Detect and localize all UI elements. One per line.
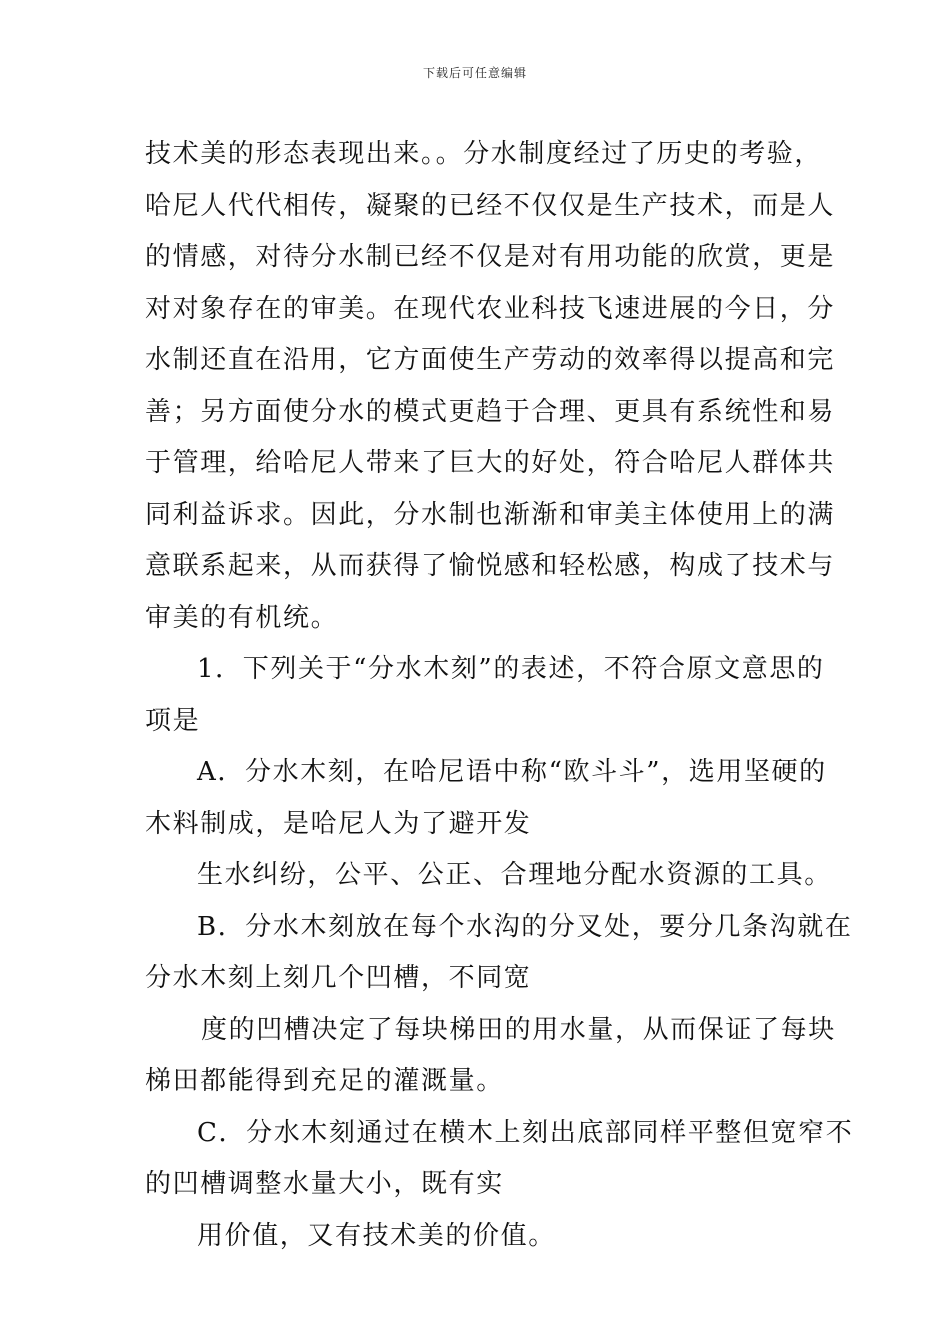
paragraph-line: 技术美的形态表现出来。。分水制度经过了历史的考验， — [145, 139, 823, 169]
option-b-continued: 分水木刻上刻几个凹槽，不同宽 — [145, 963, 532, 993]
option-b-continued: 梯田都能得到充足的灌溉量。 — [145, 1066, 504, 1096]
paragraph-line: 的情感，对待分水制已经不仅是对有用功能的欣赏，更是 — [145, 242, 836, 272]
option-c-continued: 的凹槽调整水量大小，既有实 — [145, 1169, 504, 1199]
question-stem: 1．下列关于“分水木刻”的表述，不符合原文意思的 — [197, 654, 825, 684]
paragraph-line: 同利益诉求。因此，分水制也渐渐和审美主体使用上的满 — [145, 499, 836, 530]
paragraph-line: 善；另方面使分水的模式更趋于合理、更具有系统性和易 — [145, 396, 836, 427]
paragraph-line: 意联系起来，从而获得了愉悦感和轻松感，构成了技术与 — [145, 551, 836, 581]
paragraph-line: 对对象存在的审美。在现代农业科技飞速进展的今日，分 — [145, 293, 836, 324]
question-stem-continued: 项是 — [145, 705, 201, 736]
page-header: 下载后可任意编辑 — [422, 66, 527, 80]
option-b: B．分水木刻放在每个水沟的分叉处，要分几条沟就在 — [197, 911, 853, 942]
option-c: C．分水木刻通过在横木上刻出底部同样平整但宽窄不 — [197, 1117, 854, 1148]
option-a-continued: 木料制成，是哈尼人为了避开发 — [145, 808, 532, 839]
document-body — [145, 129, 854, 1262]
option-a-continued: 生水纠纷，公平、公正、合理地分配水资源的工具。 — [197, 860, 832, 890]
option-a: A．分水木刻，在哈尼语中称“欧斗斗”，选用坚硬的 — [197, 757, 827, 787]
paragraph-line: 审美的有机统。 — [145, 602, 339, 633]
paragraph-line: 哈尼人代代相传，凝聚的已经不仅仅是生产技术，而是人 — [145, 190, 836, 221]
option-c-continued: 用价值，又有技术美的价值。 — [197, 1220, 556, 1251]
paragraph-line: 于管理，给哈尼人带来了巨大的好处，符合哈尼人群体共 — [145, 448, 836, 478]
option-b-continued: 度的凹槽决定了每块梯田的用水量，从而保证了每块 — [201, 1014, 836, 1045]
paragraph-line: 水制还直在沿用，它方面使生产劳动的效率得以提高和完 — [145, 345, 836, 375]
